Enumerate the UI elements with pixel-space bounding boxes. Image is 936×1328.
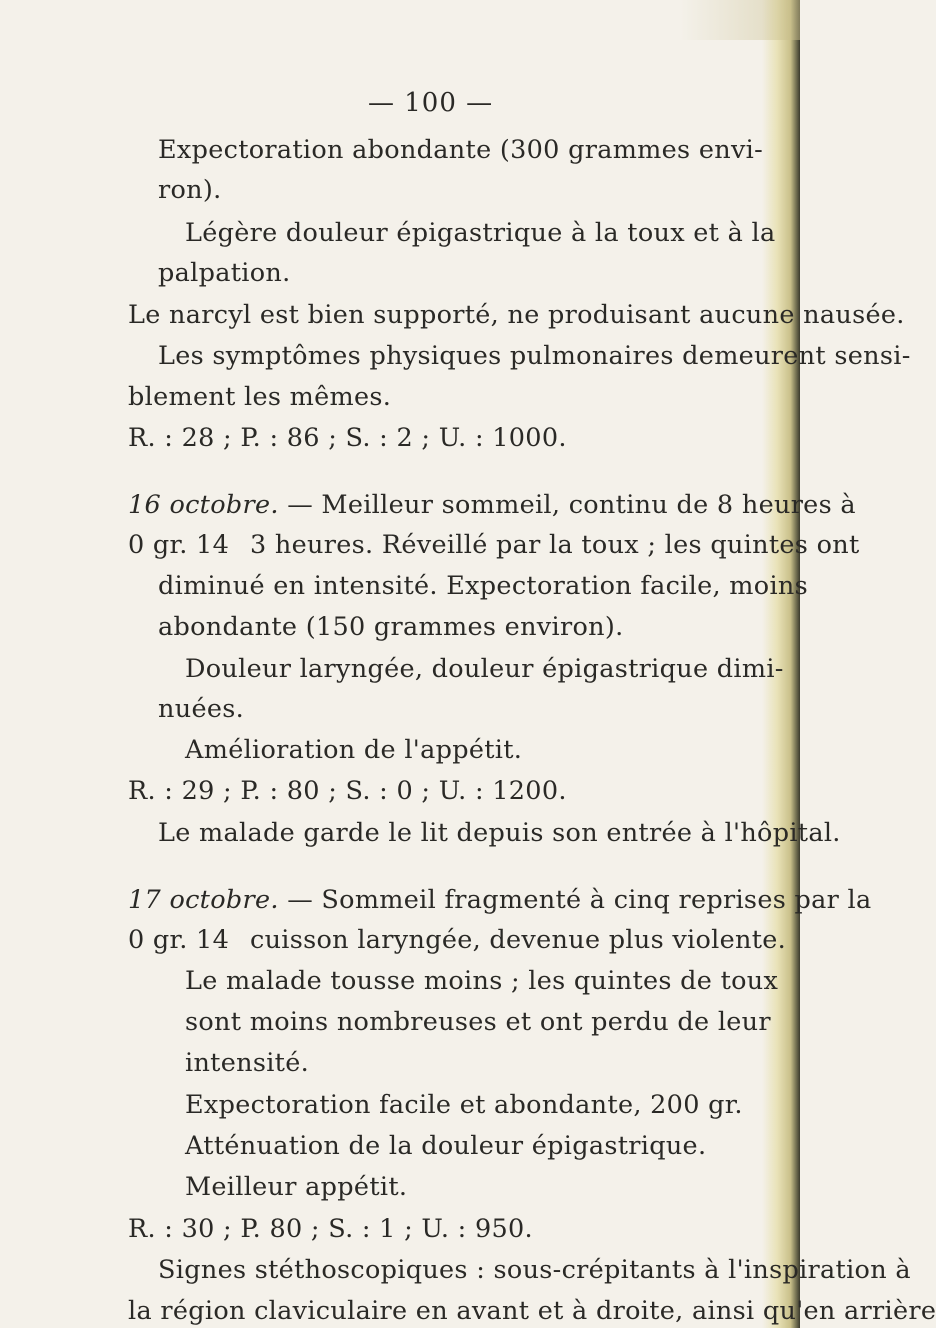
entry17-line1-rest: — Sommeil fragmenté à cinq reprises par la bbox=[287, 885, 872, 915]
entry17-line8: Meilleur appétit. bbox=[185, 1172, 408, 1202]
intro-line-4: palpation. bbox=[158, 258, 291, 288]
intro-line-5: Le narcyl est bien supporté, ne produisant aucune nausée. bbox=[128, 300, 905, 330]
entry17-line3: Le malade tousse moins ; les quintes de toux bbox=[185, 966, 779, 996]
entry16-line2: 3 heures. Réveillé par la toux ; les quintes ont bbox=[250, 530, 860, 560]
page-shadow bbox=[680, 0, 800, 40]
entry17-line10: la région claviculaire en avant et à droite, ainsi qu'en arrière bbox=[128, 1296, 936, 1326]
entry17-line7: Atténuation de la douleur épigastrique. bbox=[185, 1131, 707, 1161]
entry17-date: 17 octobre. bbox=[128, 885, 279, 915]
entry17-line5: intensité. bbox=[185, 1048, 310, 1078]
entry16-line1-rest: — Meilleur sommeil, continu de 8 heures à bbox=[287, 490, 856, 520]
entry17-line2: cuisson laryngée, devenue plus violente. bbox=[250, 925, 787, 955]
entry16-date: 16 octobre. bbox=[128, 490, 279, 520]
entry16-dose: 0 gr. 14 bbox=[128, 530, 230, 560]
entry16-line4: abondante (150 grammes environ). bbox=[158, 612, 624, 642]
intro-line-3: Légère douleur épigastrique à la toux et à la bbox=[185, 218, 776, 248]
intro-vitals: R. : 28 ; P. : 86 ; S. : 2 ; U. : 1000. bbox=[128, 423, 567, 453]
entry17-line9: Signes stéthoscopiques : sous-crépitants à l'inspiration à bbox=[158, 1255, 911, 1285]
entry17-vitals: R. : 30 ; P. 80 ; S. : 1 ; U. : 950. bbox=[128, 1214, 533, 1244]
entry16-line7: Amélioration de l'appétit. bbox=[185, 735, 523, 765]
intro-line-1: Expectoration abondante (300 grammes envi- bbox=[158, 135, 764, 165]
entry16-vitals: R. : 29 ; P. : 80 ; S. : 0 ; U. : 1200. bbox=[128, 776, 567, 806]
page-number: — 100 — bbox=[368, 88, 494, 118]
intro-line-6: Les symptômes physiques pulmonaires demeurent sensi- bbox=[158, 341, 911, 371]
entry16-line6: nuées. bbox=[158, 694, 245, 724]
entry16-line8: Le malade garde le lit depuis son entrée à l'hôpital. bbox=[158, 818, 841, 848]
intro-line-2: ron). bbox=[158, 175, 222, 205]
entry16-line3: diminué en intensité. Expectoration facile, moins bbox=[158, 571, 809, 601]
entry16-line5: Douleur laryngée, douleur épigastrique dimi- bbox=[185, 654, 784, 684]
intro-line-7: blement les mêmes. bbox=[128, 382, 392, 412]
entry16-first-line bbox=[128, 490, 856, 520]
entry17-first-line bbox=[128, 885, 872, 915]
entry17-line4: sont moins nombreuses et ont perdu de leur bbox=[185, 1007, 771, 1037]
entry17-dose: 0 gr. 14 bbox=[128, 925, 230, 955]
entry17-line6: Expectoration facile et abondante, 200 gr. bbox=[185, 1090, 743, 1120]
